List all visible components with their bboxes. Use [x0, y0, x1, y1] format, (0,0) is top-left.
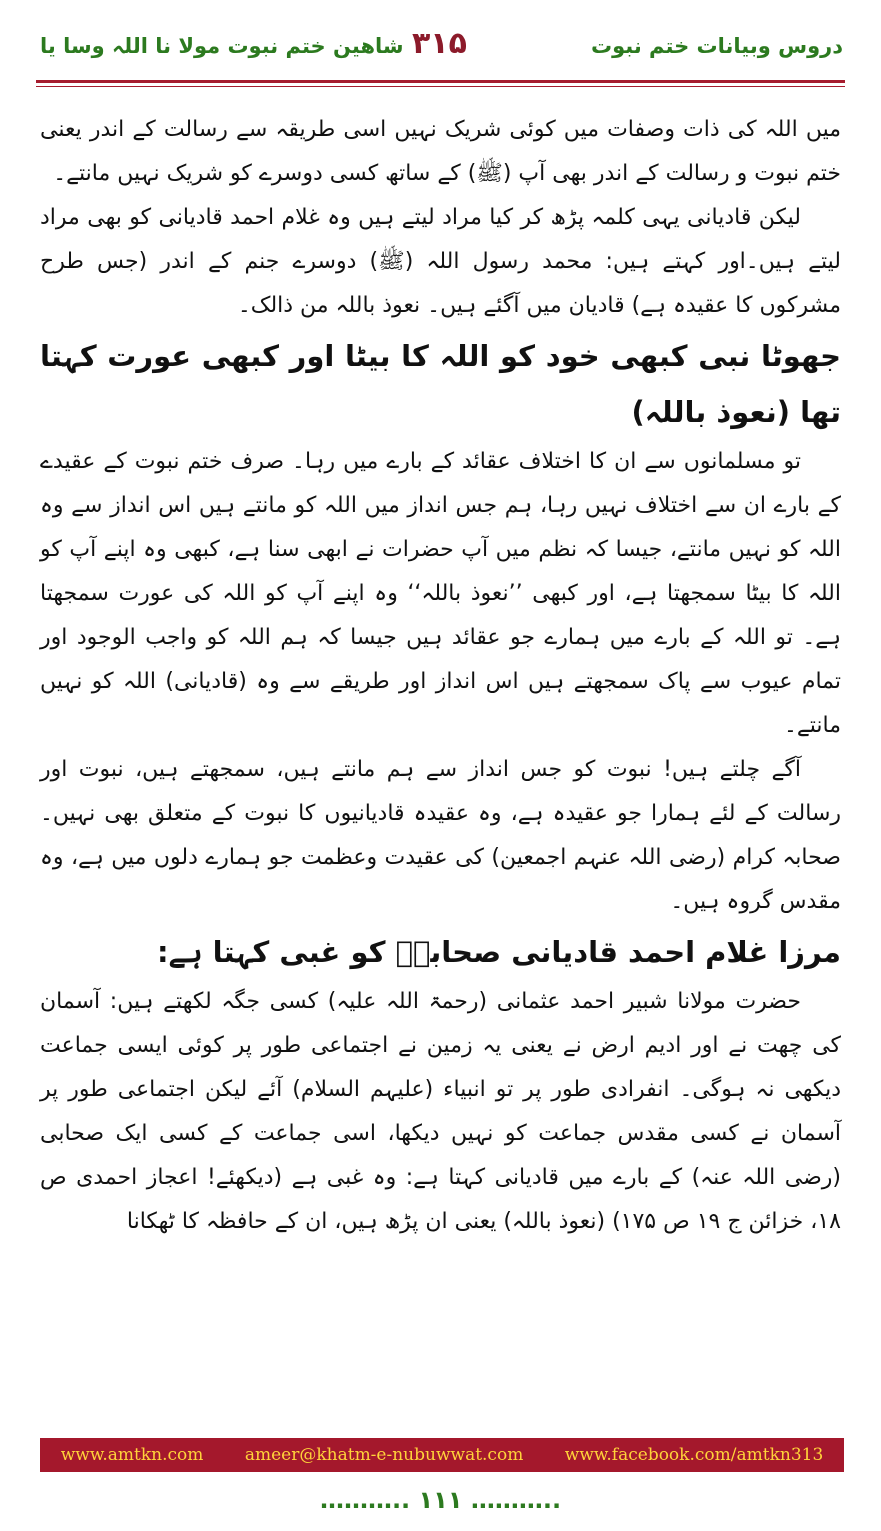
paragraph-5: حضرت مولانا شبیر احمد عثمانی (رحمۃ اللہ علیہ) کسی جگہ لکھتے ہیں: آسمان کی چھت نے اور ادیم ارض نے یعنی یہ زمین نے اجتماعی طور پر کوئی ایسی جماعت دیکھی نہ ہوگی۔ انفرادی طور پر تو انبیاء (علیہم السلام) آئے لیکن اجتماعی طور پر آسمان نے کسی مقدس جماعت کو نہیں دیکھا، اسی جماعت کے کسی ایک صحابی (رضی اللہ عنہ) کے بارے میں قادیانی کہتا ہے: وہ غبی ہے (دیکھئے! اعجاز احمدی ص ۱۸، خزائن ج ۱۹ ص ۱۷۵) (نعوذ باللہ) یعنی ان پڑھ ہیں، ان کے حافظہ کا ٹھکانا: [40, 989, 841, 1234]
section-heading-2: مرزا غلام احمد قادیانی صحابہؓ کو غبی کہتا ہے:: [157, 935, 841, 969]
paragraph-3: تو مسلمانوں سے ان کا اختلاف عقائد کے بارے میں رہا۔ صرف ختم نبوت کے عقیدے کے بارے ان سے اختلاف نہیں رہا، ہم جس انداز میں اللہ کو مانتے ہیں اس انداز سے وہ اللہ کو نہیں مانتے، جیسا کہ نظم میں آپ حضرات نے ابھی سنا ہے، کبھی وہ اپنے آپ کو اللہ کا بیٹا سمجھتا ہے، اور کبھی ’’نعوذ باللہ‘‘ وہ اپنے آپ کو اللہ کی عورت سمجھتا ہے۔ تو اللہ کے بارے میں ہمارے جو عقائد ہیں جیسا کہ ہم اللہ کو واجب الوجود اور تمام عیوب سے پاک سمجھتے ہیں اس انداز اور طریقے سے وہ (قادیانی) اللہ کو نہیں مانتے۔: [40, 449, 841, 738]
book-title: دروس وبیانات ختم نبوت: [591, 34, 843, 58]
section-heading-1: جھوٹا نبی کبھی خود کو اللہ کا بیٹا اور کبھی عورت کہتا تھا (نعوذ باللہ): [40, 339, 841, 429]
page-header: [0, 0, 881, 96]
author-title: شاھین ختم نبوت مولا نا اللہ وسا یا: [40, 34, 404, 58]
website-link[interactable]: www.amtkn.com: [60, 1445, 204, 1465]
header-rule-thin: [36, 86, 845, 87]
paragraph-4: آگے چلتے ہیں! نبوت کو جس انداز سے ہم مانتے ہیں، سمجھتے ہیں، نبوت اور رسالت کے لئے ہمارا جو عقیدہ ہے، وہ عقیدہ قادیانیوں کا نبوت کے متعلق بھی نہیں۔ صحابہ کرام (رضی اللہ عنہم اجمعین) کی عقیدت وعظمت جو ہمارے دلوں میں ہے، وہ مقدس گروہ ہیں۔: [40, 757, 841, 914]
email-link[interactable]: ameer@khatm-e-nubuwwat.com: [244, 1445, 524, 1465]
page-number-footer: ……….. ۱۱۱ ………..: [319, 1486, 562, 1514]
footer-links-bar: [40, 1438, 844, 1472]
paragraph-1: میں اللہ کی ذات وصفات میں کوئی شریک نہیں اسی طریقہ سے رسالت کے اندر یعنی ختم نبوت و رسالت کے اندر بھی آپ (ﷺ) کے ساتھ کسی دوسرے کو شریک نہیں مانتے۔: [40, 117, 841, 186]
page-body: [40, 108, 841, 1244]
page-number-header: ۳۱۵: [412, 26, 467, 61]
facebook-link[interactable]: www.facebook.com/amtkn313: [564, 1445, 824, 1465]
paragraph-2: لیکن قادیانی یہی کلمہ پڑھ کر کیا مراد لیتے ہیں وہ غلام احمد قادیانی کو بھی مراد لیتے ہیں۔اور کہتے ہیں: محمد رسول اللہ (ﷺ) دوسرے جنم کے اندر (جس طرح مشرکوں کا عقیدہ ہے) قادیان میں آگئے ہیں۔ نعوذ باللہ من ذالک۔: [40, 205, 841, 318]
header-rule-thick: [36, 80, 845, 83]
